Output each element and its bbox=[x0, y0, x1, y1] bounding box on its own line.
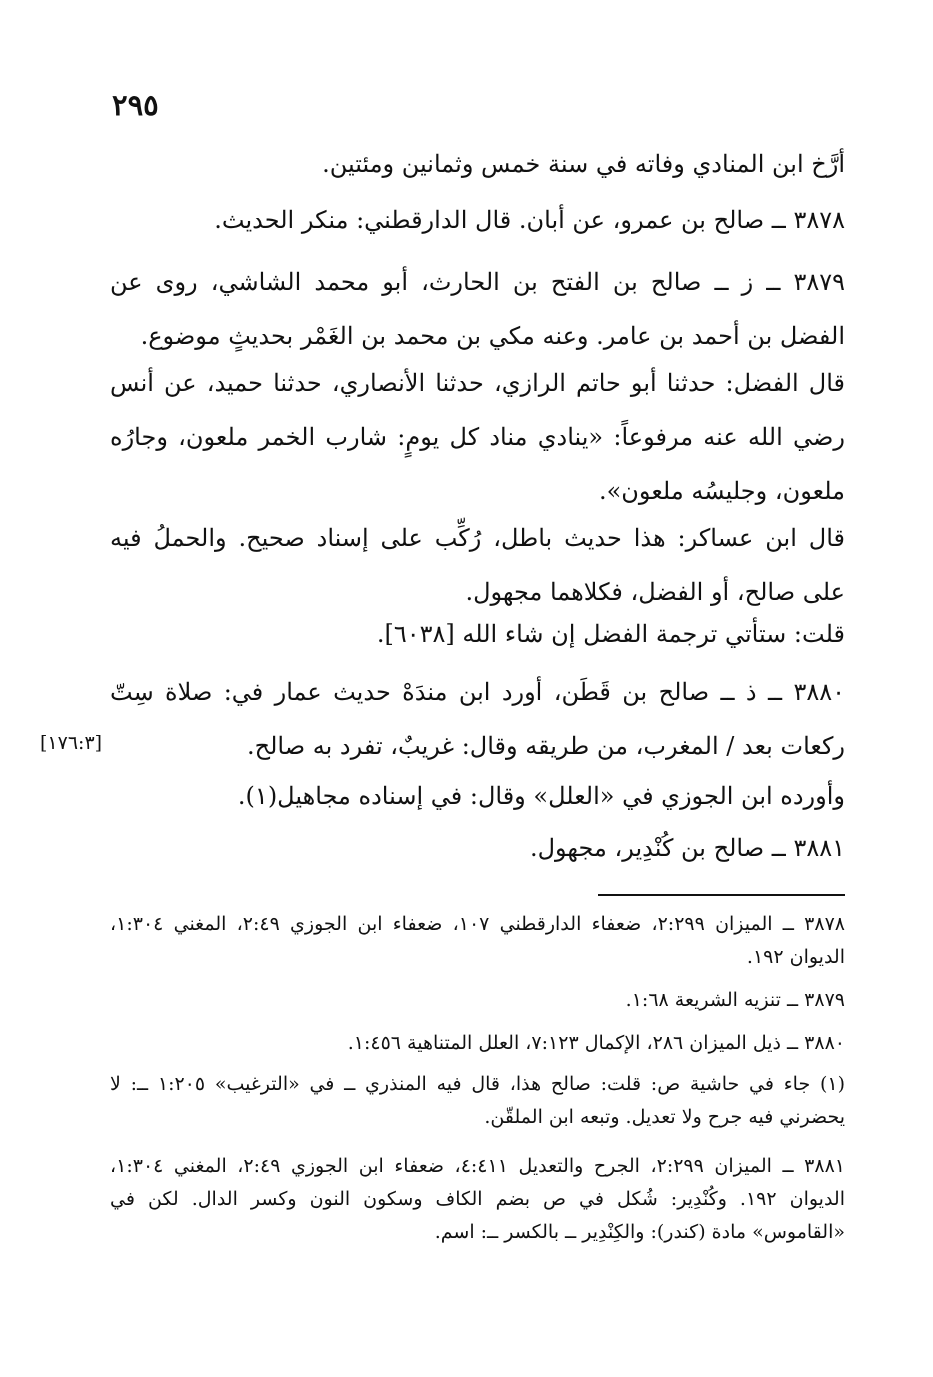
paragraph-hadith-text: قال الفضل: حدثنا أبو حاتم الرازي، حدثنا الأنصاري، حدثنا حميد، عن أنس رضي الله عنه مرفوعاً: «ينادي مناد كل يومٍ: شارب الخمر ملعون، وجارُه ملعون، وجليسُه ملعون». bbox=[110, 369, 845, 505]
entry-3878: ٣٨٧٨ ــ صالح بن عمرو، عن أبان. قال الدارقطني: منكر الحديث. bbox=[214, 206, 845, 234]
margin-reference: [١٧٦:٣] bbox=[40, 732, 103, 754]
entry-3879: ٣٨٧٩ ــ ز ــ صالح بن الفتح بن الحارث، أبو محمد الشاشي، روى عن الفضل بن أحمد بن عامر. وعنه مكي بن محمد بن الغَمْر بحديثٍ موضوع. bbox=[110, 268, 845, 350]
entry-3880: ٣٨٨٠ ــ ذ ــ صالح بن قَطَن، أورد ابن مندَهْ حديث عمار في: صلاة سِتّ ركعات بعد / المغرب، من طريقه وقال: غريبٌ، تفرد به صالح. bbox=[110, 678, 845, 760]
page-number: ٢٩٥ bbox=[112, 88, 159, 122]
footnote-separator bbox=[598, 894, 845, 896]
paragraph-ibn-jawzi: وأورده ابن الجوزي في «العلل» وقال: في إسناده مجاهيل(١). bbox=[237, 782, 845, 810]
paragraph-ibn-asakir: قال ابن عساكر: هذا حديث باطل، رُكِّب على إسناد صحيح. والحملُ فيه على صالح، أو الفضل، فكلاهما مجهول. bbox=[110, 524, 845, 606]
footnote-1: (١) جاء في حاشية ص: قلت: صالح هذا، قال فيه المنذري ــ في «الترغيب» ١:٢٠٥ ــ: لا يحضرني فيه جرح ولا تعديل. وتبعه ابن الملقّن. bbox=[110, 1073, 845, 1128]
footnote-3878: ٣٨٧٨ ــ الميزان ٢:٢٩٩، ضعفاء الدارقطني ١٠٧، ضعفاء ابن الجوزي ٢:٤٩، المغني ١:٣٠٤، الديوان ١٩٢. bbox=[110, 913, 845, 968]
entry-3881: ٣٨٨١ ــ صالح بن كُنْدِير، مجهول. bbox=[529, 834, 845, 862]
paragraph-cross-reference: قلت: ستأتي ترجمة الفضل إن شاء الله [٦٠٣٨]. bbox=[376, 620, 845, 648]
footnote-3881: ٣٨٨١ ــ الميزان ٢:٢٩٩، الجرح والتعديل ٤:٤١١، ضعفاء ابن الجوزي ٢:٤٩، المغني ١:٣٠٤، الديوان ١٩٢. وكُنْدِير: شُكل في ص بضم الكاف وسكون النون وكسر الدال. لكن في «القاموس» مادة (كندر): والكِنْدِير ــ بالكسر ــ: اسم. bbox=[110, 1155, 845, 1243]
paragraph-death-date: أرَّخ ابن المنادي وفاته في سنة خمس وثمانين ومئتين. bbox=[322, 150, 845, 178]
footnote-3880: ٣٨٨٠ ــ ذيل الميزان ٢٨٦، الإكمال ٧:١٢٣، العلل المتناهية ١:٤٥٦. bbox=[347, 1032, 845, 1054]
footnote-3879: ٣٨٧٩ ــ تنزيه الشريعة ١:٦٨. bbox=[625, 989, 845, 1011]
